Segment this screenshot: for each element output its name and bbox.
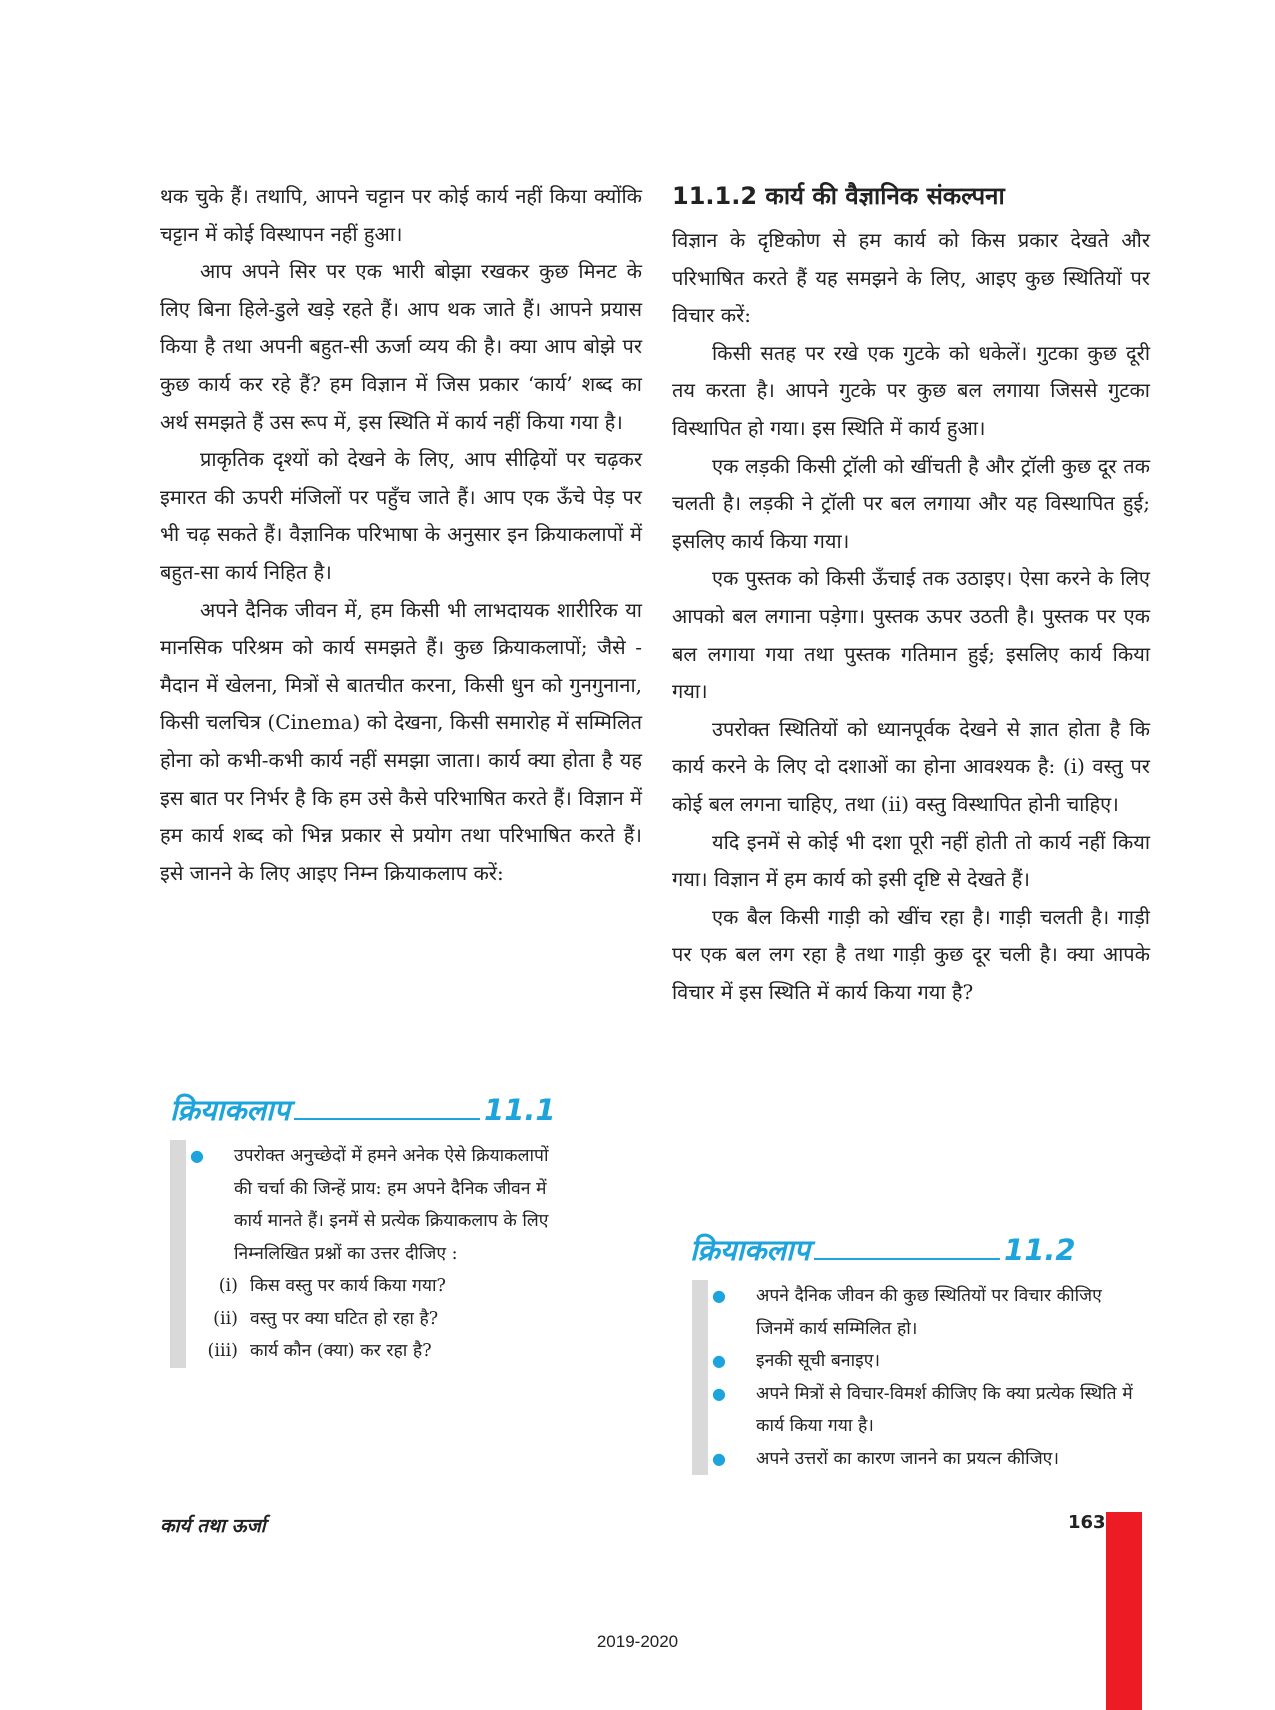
list-item <box>708 1280 1136 1345</box>
chapter-title: कार्य तथा ऊर्जा <box>160 1515 266 1537</box>
paragraph: आप अपने सिर पर एक भारी बोझा रखकर कुछ मिनट के लिए बिना हिले-डुले खड़े रहते हैं। आप थक जाते हैं। आपने प्रयास किया है तथा अपनी बहुत-सी ऊर्जा व्यय की है। क्या आप बोझे पर कुछ कार्य कर रहे हैं? हम विज्ञान में जिस प्रकार ‘कार्य’ शब्द का अर्थ समझते हैं उस रूप में, इस स्थिति में कार्य नहीं किया गया है। <box>160 259 642 434</box>
paragraph: विज्ञान के दृष्टिकोण से हम कार्य को किस प्रकार देखते और परिभाषित करते हैं यह समझने के लिए, आइए कुछ स्थितियों पर विचार करें: <box>672 228 1150 328</box>
page-number: 163 <box>1068 1512 1106 1533</box>
list-item <box>708 1345 1136 1378</box>
paragraph: उपरोक्त स्थितियों को ध्यानपूर्वक देखने से ज्ञात होता है कि कार्य करने के लिए दो दशाओं का होना आवश्यक है: (i) वस्तु पर कोई बल लगना चाहिए, तथा (ii) वस्तु विस्थापित होनी चाहिए। <box>672 716 1150 816</box>
activity-item-text: अपने दैनिक जीवन की कुछ स्थितियों पर विचार कीजिए जिनमें कार्य सम्मिलित हो। <box>756 1286 1102 1339</box>
title-rule <box>814 1256 1000 1260</box>
activity-label: क्रियाकलाप <box>690 1233 811 1267</box>
question-list <box>186 1270 570 1368</box>
bullet-icon: ● <box>712 1286 726 1305</box>
bullet-icon: ● <box>712 1448 726 1468</box>
activity-number: 11.2 <box>1004 1233 1076 1267</box>
activity-item-text: इनकी सूची बनाइए। <box>756 1351 881 1371</box>
paragraph: यदि इनमें से कोई भी दशा पूरी नहीं होती तो कार्य नहीं किया गया। विज्ञान में हम कार्य को इसी दृष्टि से देखते हैं। <box>672 829 1150 892</box>
activity-text: उपरोक्त अनुच्छेदों में हमने अनेक ऐसे क्रियाकलापों की चर्चा की जिन्हें प्राय: हम अपने दैनिक जीवन में कार्य मानते हैं। इनमें से प्रत्येक क्रियाकलाप के लिए निम्नलिखित प्रश्नों का उत्तर दीजिए : <box>234 1146 549 1264</box>
paragraph: एक लड़की किसी ट्रॉली को खींचती है और ट्रॉली कुछ दूर तक चलती है। लड़की ने ट्रॉली पर बल लगाया और यह विस्थापित हुई; इसलिए कार्य किया गया। <box>672 453 1150 553</box>
section-heading <box>672 176 1150 216</box>
paragraph: किसी सतह पर रखे एक गुटके को धकेलें। गुटका कुछ दूरी तय करता है। आपने गुटके पर कुछ बल लगाया जिससे गुटका विस्थापित हो गया। इस स्थिति में कार्य हुआ। <box>672 340 1150 440</box>
side-color-bar <box>1106 1512 1142 1710</box>
year-label: 2019-2020 <box>596 1632 679 1651</box>
list-item <box>186 1140 570 1270</box>
activity-1-box <box>170 1140 570 1368</box>
bullet-icon: ● <box>712 1351 726 1370</box>
question-number: (ii) <box>213 1308 238 1329</box>
list-item <box>186 1335 570 1368</box>
activity-item-text: अपने मित्रों से विचार-विमर्श कीजिए कि क्या प्रत्येक स्थिति में कार्य किया गया है। <box>756 1383 1133 1436</box>
paragraph: एक पुस्तक को किसी ऊँचाई तक उठाइए। ऐसा करने के लिए आपको बल लगाना पड़ेगा। पुस्तक ऊपर उठती है। पुस्तक पर एक बल लगाया गया तथा पुस्तक गतिमान हुई; इसलिए कार्य किया गया। <box>672 566 1150 704</box>
paragraph: अपने दैनिक जीवन में, हम किसी भी लाभदायक शारीरिक या मानसिक परिश्रम को कार्य समझते हैं। कुछ क्रियाकलापों; जैसे - मैदान में खेलना, मित्रों से बातचीत करना, किसी धुन को गुनगुनाना, किसी चलचित्र (Cinema) को देखना, किसी समारोह में सम्मिलित होना को कभी-कभी कार्य नहीं समझा जाता। कार्य क्या होता है यह इस बात पर निर्भर है कि हम उसे कैसे परिभाषित करते हैं। विज्ञान में हम कार्य शब्द को भिन्न प्रकार से प्रयोग तथा परिभाषित करते हैं। इसे जानने के लिए आइए निम्न क्रियाकलाप करें: <box>160 597 642 885</box>
section-title: कार्य की वैज्ञानिक संकल्पना <box>765 182 1005 210</box>
list-item <box>186 1303 570 1336</box>
question-text: किस वस्तु पर कार्य किया गया? <box>250 1276 446 1296</box>
list-item <box>708 1378 1136 1443</box>
activity-label: क्रियाकलाप <box>170 1093 291 1127</box>
bullet-icon: ● <box>190 1146 204 1165</box>
paragraph: प्राकृतिक दृश्यों को देखने के लिए, आप सीढ़ियों पर चढ़कर इमारत की ऊपरी मंजिलों पर पहुँच जाते हैं। आप एक ऊँचे पेड़ पर भी चढ़ सकते हैं। वैज्ञानिक परिभाषा के अनुसार इन क्रियाकलापों में बहुत-सा कार्य निहित है। <box>160 447 642 584</box>
list-item <box>186 1270 570 1303</box>
activity-item-text: अपने उत्तरों का कारण जानने का प्रयत्न कीजिए। <box>756 1448 1059 1469</box>
right-column <box>672 178 1150 1011</box>
paragraph: थक चुके हैं। तथापि, आपने चट्टान पर कोई कार्य नहीं किया क्योंकि चट्टान में कोई विस्थापन नहीं हुआ। <box>160 184 642 246</box>
list-item <box>708 1443 1136 1476</box>
activity-2-title <box>690 1230 1076 1269</box>
paragraph: एक बैल किसी गाड़ी को खींच रहा है। गाड़ी चलती है। गाड़ी पर एक बल लग रहा है तथा गाड़ी कुछ दूर चली है। क्या आपके विचार में इस स्थिति में कार्य किया गया है? <box>672 904 1150 1004</box>
section-number: 11.1.2 <box>672 182 758 210</box>
question-number: (iii) <box>207 1341 238 1361</box>
activity-number: 11.1 <box>484 1093 556 1127</box>
left-column <box>160 178 642 892</box>
question-text: वस्तु पर क्या घटित हो रहा है? <box>250 1308 439 1329</box>
activity-1-title <box>170 1090 556 1129</box>
activity-2-box <box>692 1280 1136 1475</box>
bullet-icon: ● <box>712 1383 726 1403</box>
question-text: कार्य कौन (क्या) कर रहा है? <box>250 1341 432 1361</box>
question-number: (i) <box>218 1276 238 1296</box>
title-rule <box>294 1116 480 1120</box>
